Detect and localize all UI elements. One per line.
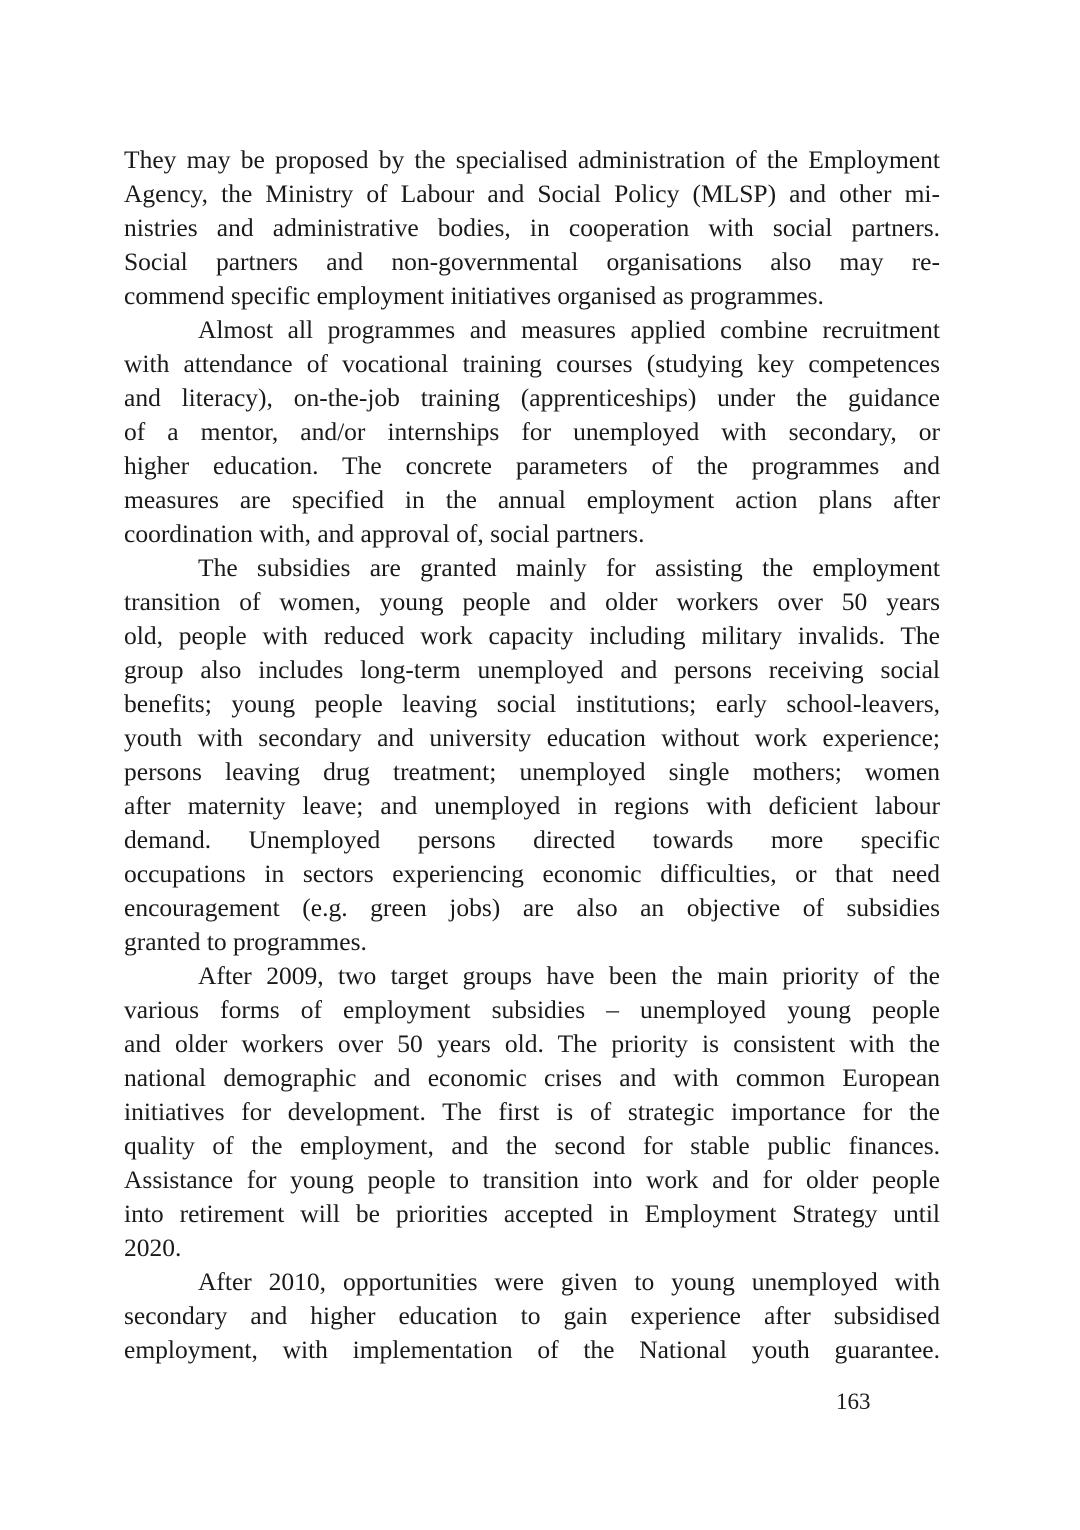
text-line: initiatives for development. The first is of strategic importance for the (124, 1097, 940, 1126)
text-line: demand. Unemployed persons directed towards more specific (124, 825, 940, 854)
paragraph-5 (124, 1265, 940, 1367)
text-line: higher education. The concrete parameters of the programmes and (124, 451, 940, 480)
text-line: After 2009, two target groups have been the main priority of the (198, 961, 940, 990)
text-line: after maternity leave; and unemployed in regions with deficient labour (124, 791, 940, 820)
text-line: After 2010, opportunities were given to young unemployed with (198, 1267, 940, 1296)
paragraph-4 (124, 959, 940, 1265)
text-line: They may be proposed by the specialised administration of the Employment (124, 145, 940, 174)
text-line: The subsidies are granted mainly for assisting the employment (198, 553, 940, 582)
text-line: measures are specified in the annual employment action plans after (124, 485, 940, 514)
paragraph-3 (124, 551, 940, 959)
text-line: into retirement will be priorities accepted in Employment Strategy until (124, 1199, 940, 1228)
text-line: of a mentor, and/or internships for unemployed with secondary, or (124, 417, 940, 446)
page-number: 163 (836, 1389, 871, 1414)
text-line: persons leaving drug treatment; unemployed single mothers; women (124, 757, 940, 786)
text-line: Assistance for young people to transition into work and for older people (124, 1165, 940, 1194)
paragraph-1 (124, 143, 940, 313)
text-line: employment, with implementation of the National youth guarantee. (124, 1335, 940, 1364)
text-line: Agency, the Ministry of Labour and Social Policy (MLSP) and other mi- (124, 179, 940, 208)
text-line: with attendance of vocational training courses (studying key competences (124, 349, 940, 378)
text-line: and literacy), on-the-job training (apprenticeships) under the guidance (124, 383, 940, 412)
text-line: nistries and administrative bodies, in cooperation with social partners. (124, 213, 940, 242)
text-line: Almost all programmes and measures applied combine recruitment (198, 315, 940, 344)
text-line: coordination with, and approval of, social partners. (124, 519, 645, 548)
text-line: various forms of employment subsidies – unemployed young people (124, 995, 940, 1024)
text-line: youth with secondary and university education without work experience; (124, 723, 940, 752)
text-line: old, people with reduced work capacity including military invalids. The (124, 621, 940, 650)
text-line: and older workers over 50 years old. The priority is consistent with the (124, 1029, 940, 1058)
paragraph-2 (124, 313, 940, 551)
text-line: secondary and higher education to gain experience after subsidised (124, 1301, 940, 1330)
text-line: quality of the employment, and the second for stable public finances. (124, 1131, 940, 1160)
text-line: encouragement (e.g. green jobs) are also an objective of subsidies (124, 893, 940, 922)
text-line: occupations in sectors experiencing economic difficulties, or that need (124, 859, 940, 888)
text-line: group also includes long-term unemployed and persons receiving social (124, 655, 940, 684)
text-line: benefits; young people leaving social institutions; early school-leavers, (124, 689, 940, 718)
text-line: national demographic and economic crises and with common European (124, 1063, 940, 1092)
text-line: Social partners and non-governmental organisations also may re- (124, 247, 940, 276)
body-text (124, 143, 940, 1367)
text-line: transition of women, young people and older workers over 50 years (124, 587, 940, 616)
text-line: commend specific employment initiatives organised as programmes. (124, 281, 824, 310)
text-line: 2020. (124, 1233, 182, 1262)
text-line: granted to programmes. (124, 927, 367, 956)
